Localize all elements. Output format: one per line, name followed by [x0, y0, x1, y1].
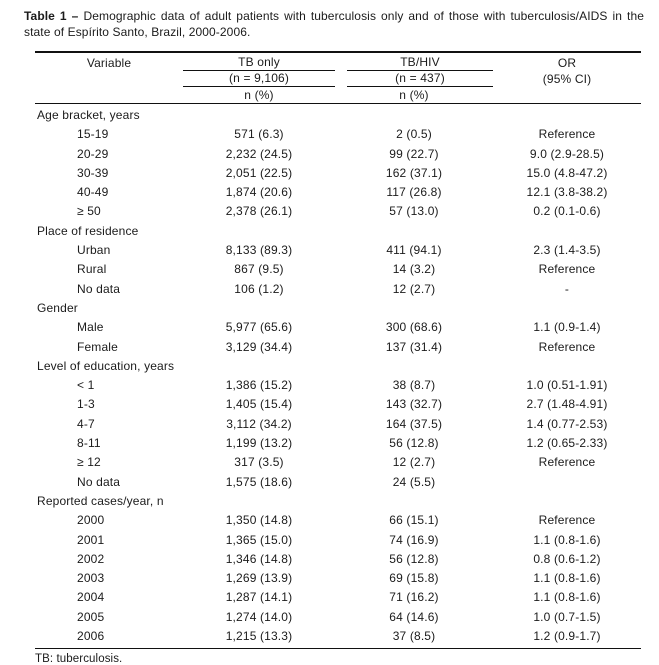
or-cell: Reference — [538, 513, 596, 528]
tb-only-cell: 867 (9.5) — [234, 262, 284, 277]
table-row — [35, 627, 641, 646]
table-row — [35, 280, 641, 299]
variable-cell: 2000 — [77, 513, 105, 528]
or-cell: 1.0 (0.7-1.5) — [533, 609, 601, 624]
tb-hiv-cell: 57 (13.0) — [389, 204, 439, 219]
tb-hiv-cell: 69 (15.8) — [389, 571, 439, 586]
table-row — [35, 473, 641, 492]
demographics-table — [35, 51, 641, 665]
tb-only-cell: 3,112 (34.2) — [226, 416, 292, 431]
header-tb-only-stat: n (%) — [244, 88, 274, 102]
table-row — [35, 531, 641, 550]
tb-only-cell: 2,051 (22.5) — [225, 165, 293, 180]
or-cell: 9.0 (2.9-28.5) — [529, 146, 605, 161]
variable-cell: Female — [77, 339, 118, 354]
variable-cell: 2006 — [77, 629, 105, 644]
section-row — [35, 222, 641, 241]
variable-cell: 15-19 — [77, 127, 109, 142]
table-footnote: TB: tuberculosis. — [35, 653, 123, 665]
table-row — [35, 395, 641, 414]
variable-cell: 1-3 — [77, 397, 95, 412]
variable-cell: 2001 — [77, 532, 105, 547]
tb-only-cell: 1,274 (14.0) — [225, 609, 293, 624]
table-row — [35, 434, 641, 453]
table-row — [35, 260, 641, 279]
tb-hiv-cell: 99 (22.7) — [389, 146, 439, 161]
or-cell: 1.1 (0.8-1.6) — [533, 532, 601, 547]
variable-cell: ≥ 50 — [77, 204, 101, 219]
variable-cell: 8-11 — [77, 436, 101, 451]
or-cell: 2.3 (1.4-3.5) — [533, 243, 601, 258]
or-cell: 1.1 (0.8-1.6) — [533, 590, 601, 605]
variable-cell: 40-49 — [77, 185, 109, 200]
tb-hiv-cell: 66 (15.1) — [389, 513, 439, 528]
section-label: Gender — [37, 300, 78, 315]
section-row — [35, 492, 641, 511]
page — [0, 9, 659, 665]
tb-hiv-cell: 24 (5.5) — [392, 474, 436, 489]
table-row — [35, 145, 641, 164]
variable-cell: 2004 — [77, 590, 105, 605]
tb-hiv-cell: 117 (26.8) — [386, 185, 442, 200]
or-cell: 1.0 (0.51-1.91) — [526, 378, 608, 393]
or-cell: 0.2 (0.1-0.6) — [533, 204, 601, 219]
variable-cell: Male — [77, 320, 104, 335]
table-row — [35, 511, 641, 530]
tb-hiv-cell: 14 (3.2) — [392, 262, 436, 277]
header-variable: Variable — [86, 56, 132, 70]
tb-only-cell: 1,215 (13.3) — [225, 629, 293, 644]
tb-only-cell: 3,129 (34.4) — [225, 339, 293, 354]
or-cell: 1.1 (0.8-1.6) — [533, 571, 601, 586]
tb-only-cell: 2,378 (26.1) — [225, 204, 293, 219]
table-row — [35, 376, 641, 395]
section-label: Age bracket, years — [37, 108, 140, 122]
tb-only-cell: 1,575 (18.6) — [225, 474, 293, 489]
header-tb-hiv-stat: n (%) — [399, 88, 429, 102]
table-row — [35, 415, 641, 434]
or-cell: 1.4 (0.77-2.53) — [526, 416, 608, 431]
or-cell: 2.7 (1.48-4.91) — [526, 397, 608, 412]
variable-cell: Urban — [77, 243, 111, 258]
table-row — [35, 588, 641, 607]
tb-hiv-cell: 71 (16.2) — [389, 590, 439, 605]
variable-cell: 20-29 — [77, 146, 109, 161]
table-row — [35, 318, 641, 337]
table-row — [35, 569, 641, 588]
caption-label: Table 1 – — [24, 9, 79, 23]
variable-cell: 30-39 — [77, 165, 109, 180]
tb-only-cell: 1,405 (15.4) — [225, 397, 293, 412]
variable-cell: 2005 — [77, 609, 105, 624]
section-label: Level of education, years — [37, 358, 175, 373]
or-cell: Reference — [538, 339, 596, 354]
tb-hiv-cell: 164 (37.5) — [385, 416, 443, 431]
table-header — [35, 51, 641, 104]
table-row — [35, 608, 641, 627]
table-row — [35, 453, 641, 472]
or-cell: 0.8 (0.6-1.2) — [533, 551, 601, 566]
table-row — [35, 338, 641, 357]
variable-cell: 2002 — [77, 551, 105, 566]
tb-only-cell: 1,199 (13.2) — [225, 436, 293, 451]
header-row-names — [35, 54, 641, 71]
table-row — [35, 164, 641, 183]
tb-only-cell: 2,232 (24.5) — [225, 146, 293, 161]
variable-cell: 2003 — [77, 571, 105, 586]
tb-hiv-cell: 56 (12.8) — [389, 436, 439, 451]
tb-hiv-cell: 37 (8.5) — [392, 629, 436, 644]
tb-only-cell: 571 (6.3) — [234, 127, 284, 142]
section-row — [35, 106, 641, 125]
section-row — [35, 357, 641, 376]
header-tb-hiv: TB/HIV — [347, 55, 493, 71]
variable-cell: 4-7 — [77, 416, 95, 431]
tb-only-cell: 1,346 (14.8) — [225, 551, 293, 566]
tb-hiv-cell: 38 (8.7) — [392, 378, 436, 393]
tb-hiv-cell: 162 (37.1) — [385, 165, 443, 180]
tb-hiv-cell: 300 (68.6) — [385, 320, 443, 335]
or-cell: 1.1 (0.9-1.4) — [533, 320, 601, 335]
header-tb-hiv-n: (n = 437) — [347, 71, 493, 87]
tb-hiv-cell: 12 (2.7) — [392, 281, 436, 296]
or-cell: Reference — [538, 455, 596, 470]
tb-only-cell: 317 (3.5) — [234, 455, 284, 470]
or-cell: 12.1 (3.8-38.2) — [526, 185, 608, 200]
table-caption — [24, 9, 644, 40]
or-cell: Reference — [538, 262, 596, 277]
section-row — [35, 299, 641, 318]
or-cell: 15.0 (4.8-47.2) — [526, 165, 608, 180]
tb-only-cell: 8,133 (89.3) — [225, 243, 293, 258]
tb-only-cell: 1,269 (13.9) — [225, 571, 293, 586]
variable-cell: < 1 — [77, 378, 95, 393]
tb-hiv-cell: 64 (14.6) — [389, 609, 439, 624]
table-row — [35, 241, 641, 260]
or-cell: 1.2 (0.65-2.33) — [526, 436, 608, 451]
or-cell: Reference — [538, 127, 596, 142]
table-row — [35, 183, 641, 202]
table-row — [35, 125, 641, 144]
variable-cell: No data — [77, 474, 121, 489]
tb-only-cell: 1,874 (20.6) — [225, 185, 293, 200]
tb-hiv-cell: 2 (0.5) — [396, 127, 432, 142]
tb-only-cell: 1,365 (15.0) — [225, 532, 293, 547]
table-row — [35, 550, 641, 569]
variable-cell: No data — [77, 281, 121, 296]
tb-only-cell: 1,386 (15.2) — [225, 378, 293, 393]
table-row — [35, 202, 641, 221]
tb-hiv-cell: 137 (31.4) — [385, 339, 443, 354]
header-row-stat — [35, 87, 641, 103]
header-or-ci: (95% CI) — [542, 72, 592, 86]
header-tb-only: TB only — [183, 55, 335, 71]
tb-hiv-cell: 143 (32.7) — [385, 397, 443, 412]
or-cell: - — [564, 281, 570, 296]
variable-cell: Rural — [77, 262, 107, 277]
tb-only-cell: 1,287 (14.1) — [225, 590, 293, 605]
header-tb-only-n: (n = 9,106) — [183, 71, 335, 87]
caption-text: Demographic data of adult patients with tuberculosis only and of those with tuberculosis/AIDS in the state of Espírito Santo, Brazil, 2000-2006. — [24, 9, 644, 39]
header-row-n — [35, 71, 641, 87]
section-label: Place of residence — [37, 223, 139, 238]
header-or: OR — [557, 56, 577, 70]
tb-hiv-cell: 411 (94.1) — [386, 243, 442, 258]
variable-cell: ≥ 12 — [77, 455, 101, 470]
tb-hiv-cell: 12 (2.7) — [392, 455, 436, 470]
tb-only-cell: 1,350 (14.8) — [225, 513, 293, 528]
section-label: Reported cases/year, n — [37, 493, 164, 508]
table-body — [35, 104, 641, 649]
tb-only-cell: 106 (1.2) — [234, 281, 284, 296]
or-cell: 1.2 (0.9-1.7) — [533, 629, 601, 644]
tb-hiv-cell: 56 (12.8) — [389, 551, 439, 566]
tb-hiv-cell: 74 (16.9) — [389, 532, 439, 547]
tb-only-cell: 5,977 (65.6) — [225, 320, 293, 335]
